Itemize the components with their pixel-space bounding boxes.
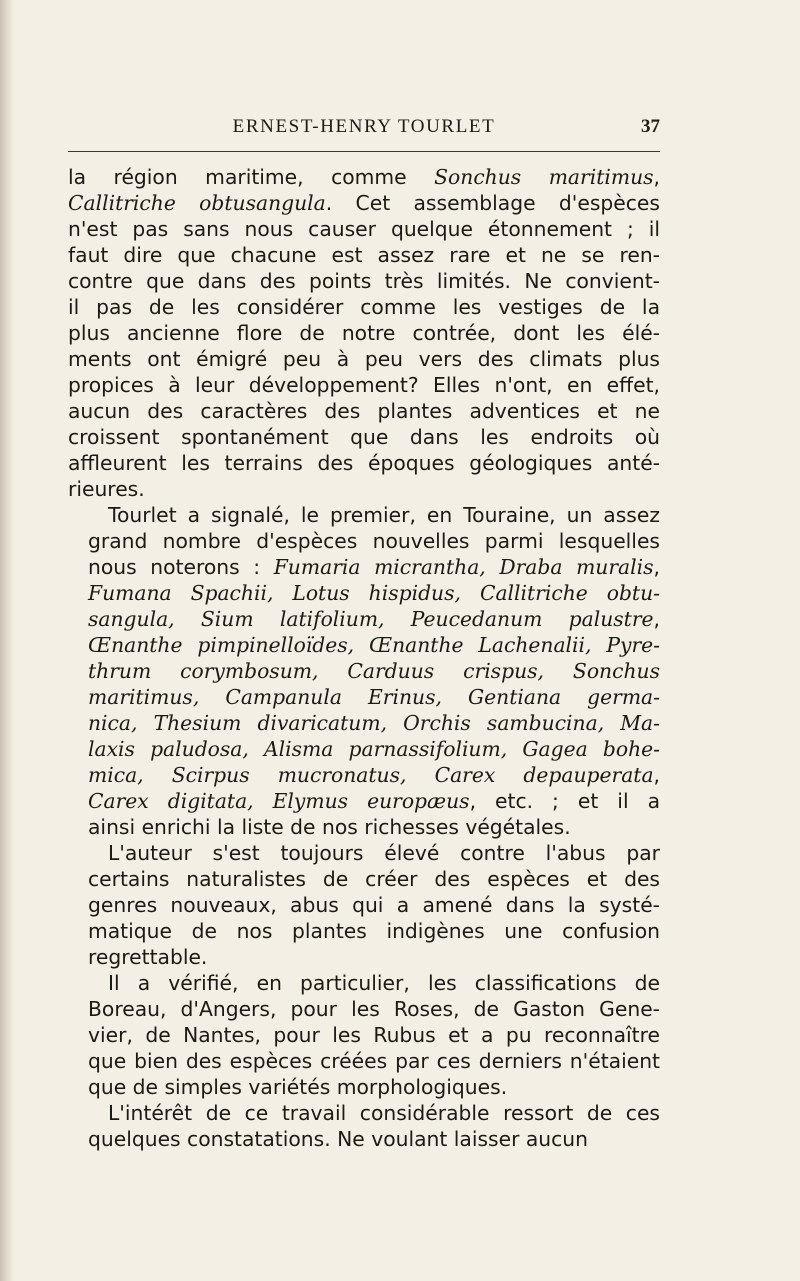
species-name: Fumana Spachii, Lotus hispidus, Callitriche obtu- <box>88 581 660 605</box>
text-line: grand nombre d'espèces nouvelles parmi lesquelles <box>88 529 660 553</box>
paragraph-p4 <box>68 970 660 1100</box>
text-line <box>68 632 660 658</box>
text-line: Boreau, d'Angers, pour les Roses, de Gaston Gene- <box>88 997 660 1021</box>
species-name: Œnanthe pimpinelloïdes, Œnanthe Lachenalii, Pyre- <box>88 633 660 657</box>
text-line: genres nouveaux, abus qui a amené dans la systé- <box>88 893 660 917</box>
paragraph-p2 <box>68 502 660 840</box>
text-line: la région maritime, comme Sonchus maritimus, <box>68 165 660 189</box>
text-line <box>68 710 660 736</box>
text-line: Carex digitata, Elymus europæus, etc. ; et il a <box>88 789 661 813</box>
text-line: propices à leur développement? Elles n'ont, en effet, <box>68 373 660 397</box>
paragraph-p3 <box>68 840 660 970</box>
species-name: Carex digitata, Elymus europæus <box>88 789 470 813</box>
text-line: quelques constatations. Ne voulant laisser aucun <box>88 1127 589 1151</box>
species-name: mica, Scirpus mucronatus, Carex depauperata <box>88 763 654 787</box>
text-line: mica, Scirpus mucronatus, Carex depauperata, <box>88 763 660 787</box>
text-line: certains naturalistes de créer des espèces et des <box>88 867 660 891</box>
species-name: maritimus, Campanula Erinus, Gentiana germa- <box>88 685 660 709</box>
text-line: affleurent les terrains des époques géologiques anté- <box>68 451 660 475</box>
text-line: n'est pas sans nous causer quelque étonnement ; il <box>68 217 660 241</box>
text-line: contre que dans des points très limités. Ne convient- <box>68 269 660 293</box>
text-line: plus ancienne flore de notre contrée, dont les élé- <box>68 321 660 345</box>
text-line <box>68 580 660 606</box>
species-name: Fumaria micrantha, Draba muralis <box>273 555 654 579</box>
header-rule <box>68 151 660 152</box>
paragraph-p5 <box>68 1100 660 1152</box>
text-line: aucun des caractères des plantes adventices et ne <box>68 399 660 423</box>
text-line: sangula, Sium latifolium, Peucedanum palustre, <box>88 607 660 631</box>
text-line <box>68 658 660 684</box>
text-line: nous noterons : Fumaria micrantha, Draba muralis, <box>88 555 660 579</box>
text-line: que bien des espèces créées par ces derniers n'étaient <box>88 1049 660 1073</box>
text-line: L'intérêt de ce travail considérable ressort de ces <box>108 1101 660 1125</box>
text-line: matique de nos plantes indigènes une confusion <box>88 919 660 943</box>
text-line: il pas de les considérer comme les vestiges de la <box>68 295 660 319</box>
species-name: laxis paludosa, Alisma parnassifolium, Gagea bohe- <box>88 737 660 761</box>
text-line: rieures. <box>68 477 145 501</box>
species-name: nica, Thesium divaricatum, Orchis sambucina, Ma- <box>88 711 660 735</box>
text-line: Tourlet a signalé, le premier, en Touraine, un assez <box>108 503 660 527</box>
species-name: Callitriche obtusangula <box>68 191 326 215</box>
paragraph-p1 <box>68 164 660 502</box>
body-text <box>68 164 660 1152</box>
text-line: L'auteur s'est toujours élevé contre l'abus par <box>108 841 660 865</box>
page-edge <box>0 0 14 1281</box>
running-header <box>68 116 660 146</box>
text-line: croissent spontanément que dans les endroits où <box>68 425 660 449</box>
text-line: Il a vérifié, en particulier, les classifications de <box>108 971 660 995</box>
species-name: Sonchus maritimus <box>434 165 654 189</box>
text-line: regrettable. <box>88 945 208 969</box>
species-name: thrum corymbosum, Carduus crispus, Sonchus <box>88 659 660 683</box>
running-title: ERNEST-HENRY TOURLET <box>232 116 496 137</box>
text-line <box>68 736 660 762</box>
text-line: ainsi enrichi la liste de nos richesses végétales. <box>88 815 571 839</box>
text-line: que de simples variétés morphologiques. <box>88 1075 508 1099</box>
text-line: vier, de Nantes, pour les Rubus et a pu reconnaître <box>88 1023 660 1047</box>
page-number: 37 <box>641 116 660 137</box>
text-line <box>68 684 660 710</box>
text-line: faut dire que chacune est assez rare et ne se ren- <box>68 243 660 267</box>
text-line: ments ont émigré peu à peu vers des climats plus <box>68 347 660 371</box>
text-line: Callitriche obtusangula. Cet assemblage d'espèces <box>68 191 660 215</box>
species-name: sangula, Sium latifolium, Peucedanum palustre <box>88 607 654 631</box>
